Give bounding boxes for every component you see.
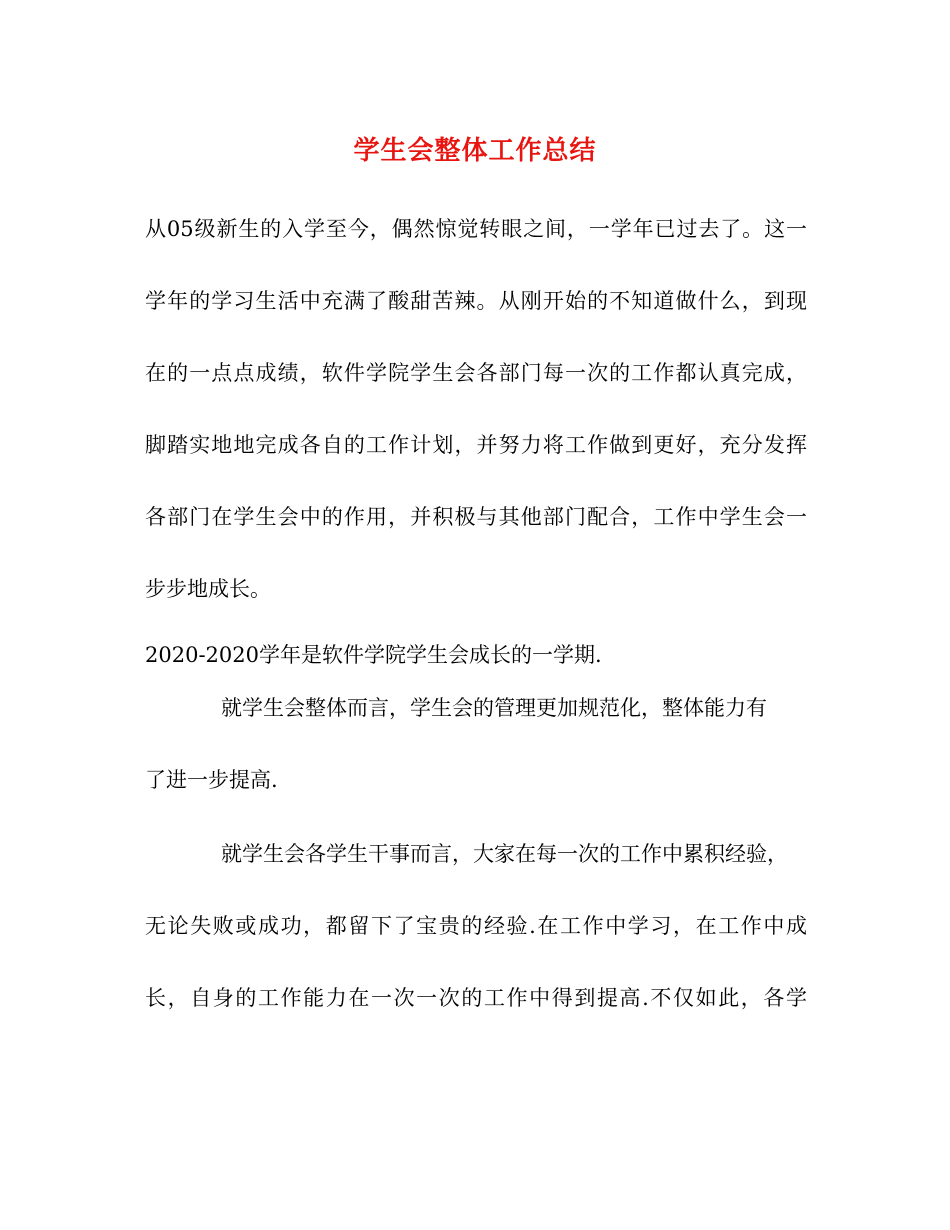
paragraph-line: 了进一步提高. <box>145 768 278 792</box>
paragraph-line: 脚踏实地地完成各自的工作计划，并努力将工作做到更好，充分发挥 <box>145 433 807 457</box>
paragraph-line: 长，自身的工作能力在一次一次的工作中得到提高.不仅如此，各学 <box>145 986 807 1010</box>
paragraph-line: 从05级新生的入学至今，偶然惊觉转眼之间，一学年已过去了。这一 <box>145 217 807 241</box>
paragraph-line: 就学生会各学生干事而言，大家在每一次的工作中累积经验， <box>221 842 788 866</box>
paragraph-overall <box>145 672 807 816</box>
paragraph-line: 2020-2020学年是软件学院学生会成长的一学期. <box>145 643 602 667</box>
paragraph-line: 步步地成长。 <box>145 577 271 601</box>
paragraph-intro <box>145 193 807 625</box>
paragraph-members <box>145 818 807 1034</box>
paragraph-line: 无论失败或成功，都留下了宝贵的经验.在工作中学习，在工作中成 <box>145 914 807 938</box>
document-title: 学生会整体工作总结 <box>353 136 597 166</box>
paragraph-line: 在的一点点成绩，软件学院学生会各部门每一次的工作都认真完成， <box>145 361 807 385</box>
paragraph-line: 就学生会整体而言，学生会的管理更加规范化，整体能力有 <box>221 696 767 720</box>
paragraph-line: 各部门在学生会中的作用，并积极与其他部门配合，工作中学生会一 <box>145 505 807 529</box>
paragraph-line: 学年的学习生活中充满了酸甜苦辣。从刚开始的不知道做什么，到现 <box>145 289 807 313</box>
